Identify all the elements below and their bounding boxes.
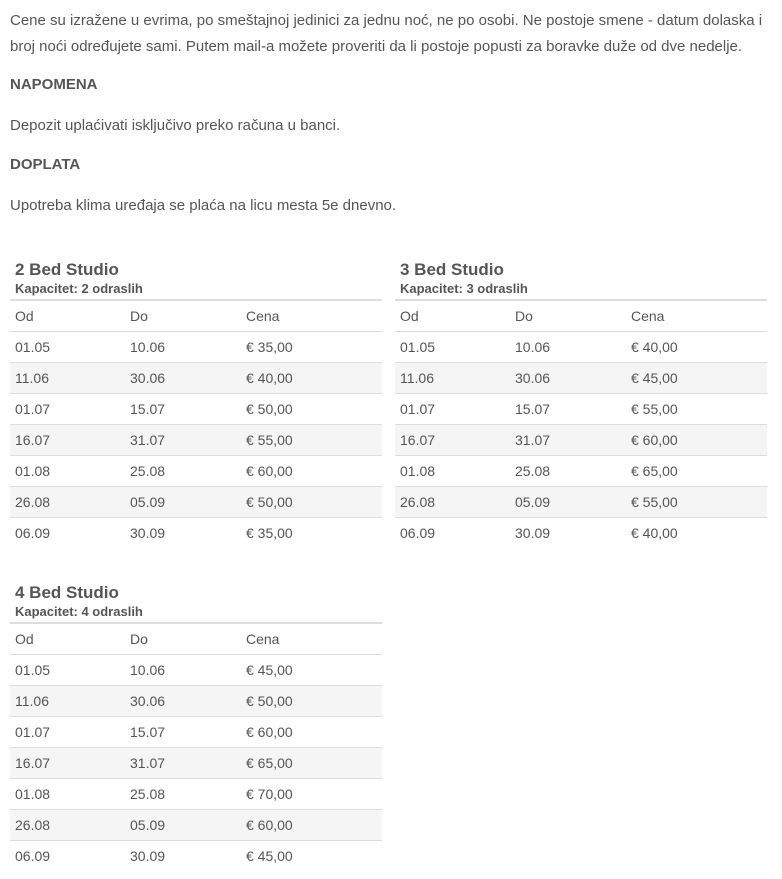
cell-cena: € 50,00	[241, 487, 382, 518]
cell-do: 31.07	[125, 748, 241, 779]
table-header-row	[395, 300, 767, 332]
cell-cena: € 40,00	[626, 332, 767, 363]
col-cena: Cena	[241, 300, 382, 332]
cell-cena: € 45,00	[246, 848, 293, 864]
cell-do: 05.09	[510, 487, 626, 518]
studio-title: 3 Bed Studio	[400, 260, 504, 279]
studio-3-bed	[395, 259, 767, 548]
cell-do: 30.09	[515, 525, 551, 541]
col-cena: Cena	[626, 300, 767, 332]
intro-text: Cene su izražene u evrima, po smeštajnoj jedinici za jednu noć, ne po osobi. Ne postoje smene - datum dolaska i broj noći određujete sami. Putem mail-a možete proveriti da li postoje popusti za boravke duže od dve nedelje.	[10, 12, 763, 55]
col-do: Do	[510, 300, 626, 332]
table-row	[10, 394, 382, 425]
cell-od: 01.05	[395, 332, 510, 363]
table-row	[395, 363, 767, 394]
cell-do: 25.08	[125, 779, 241, 810]
col-od: Od	[395, 300, 510, 332]
table-row	[10, 841, 382, 872]
cell-od: 16.07	[10, 425, 125, 456]
cell-cena: € 60,00	[241, 456, 382, 487]
cell-do: 31.07	[510, 425, 626, 456]
cell-do: 15.07	[125, 717, 241, 748]
table-row	[395, 425, 767, 456]
cell-do: 10.06	[125, 332, 241, 363]
table-row	[395, 456, 767, 487]
cell-od: 11.06	[10, 363, 125, 394]
napomena-heading: NAPOMENA	[10, 76, 98, 93]
cell-od: 11.06	[395, 363, 510, 394]
cell-do: 30.06	[125, 686, 241, 717]
table-row	[10, 518, 382, 549]
table-row	[395, 394, 767, 425]
col-do: Do	[125, 623, 241, 655]
cell-do: 30.09	[130, 525, 166, 541]
col-od: Od	[10, 623, 125, 655]
cell-do: 25.08	[125, 456, 241, 487]
cell-od: 01.08	[395, 456, 510, 487]
cell-cena: € 65,00	[241, 748, 382, 779]
cell-cena: € 45,00	[626, 363, 767, 394]
cell-od: 01.05	[10, 655, 125, 686]
table-row	[10, 363, 382, 394]
cell-do: 10.06	[510, 332, 626, 363]
table-row	[10, 717, 382, 748]
cell-cena: € 55,00	[626, 487, 767, 518]
cell-do: 30.09	[130, 848, 166, 864]
price-table	[395, 299, 767, 548]
studio-4-bed	[10, 582, 382, 871]
cell-od: 26.08	[395, 487, 510, 518]
cell-cena: € 50,00	[241, 394, 382, 425]
cell-cena: € 45,00	[241, 655, 382, 686]
cell-od: 06.09	[15, 525, 51, 541]
cell-od: 01.07	[10, 394, 125, 425]
price-table	[10, 299, 382, 548]
table-row	[10, 487, 382, 518]
cell-od: 01.08	[10, 779, 125, 810]
table-header-row	[10, 623, 382, 655]
doplata-text: Upotreba klima uređaja se plaća na licu mesta 5e dnevno.	[10, 197, 397, 214]
cell-od: 01.05	[10, 332, 125, 363]
table-header-row	[10, 300, 382, 332]
cell-cena: € 55,00	[626, 394, 767, 425]
table-row	[10, 456, 382, 487]
cell-od: 11.06	[10, 686, 125, 717]
table-row	[10, 332, 382, 363]
cell-do: 30.06	[125, 363, 241, 394]
studio-title: 4 Bed Studio	[15, 583, 119, 602]
studio-capacity: Kapacitet: 3 odraslih	[400, 281, 528, 296]
table-row	[10, 686, 382, 717]
cell-do: 10.06	[125, 655, 241, 686]
table-row	[10, 779, 382, 810]
cell-cena: € 60,00	[241, 810, 382, 841]
cell-cena: € 70,00	[241, 779, 382, 810]
price-table	[10, 622, 382, 871]
cell-cena: € 65,00	[626, 456, 767, 487]
table-row	[395, 518, 767, 549]
col-cena: Cena	[241, 623, 382, 655]
table-row	[10, 810, 382, 841]
cell-cena: € 60,00	[241, 717, 382, 748]
cell-cena: € 60,00	[626, 425, 767, 456]
cell-do: 05.09	[125, 810, 241, 841]
col-od: Od	[10, 300, 125, 332]
doplata-heading: DOPLATA	[10, 156, 81, 173]
table-row	[10, 425, 382, 456]
table-row	[10, 655, 382, 686]
cell-od: 26.08	[10, 810, 125, 841]
cell-do: 05.09	[125, 487, 241, 518]
cell-od: 01.07	[395, 394, 510, 425]
cell-od: 01.08	[10, 456, 125, 487]
cell-do: 25.08	[510, 456, 626, 487]
cell-cena: € 35,00	[241, 332, 382, 363]
cell-do: 15.07	[125, 394, 241, 425]
studio-title: 2 Bed Studio	[15, 260, 119, 279]
cell-od: 16.07	[395, 425, 510, 456]
cell-od: 26.08	[10, 487, 125, 518]
cell-cena: € 35,00	[246, 525, 293, 541]
table-row	[395, 487, 767, 518]
cell-od: 06.09	[15, 848, 51, 864]
studio-capacity: Kapacitet: 4 odraslih	[15, 604, 143, 619]
studio-capacity: Kapacitet: 2 odraslih	[15, 281, 143, 296]
cell-cena: € 40,00	[631, 525, 678, 541]
studio-2-bed	[10, 259, 382, 548]
table-row	[10, 748, 382, 779]
cell-od: 01.07	[10, 717, 125, 748]
cell-cena: € 55,00	[241, 425, 382, 456]
cell-do: 15.07	[510, 394, 626, 425]
cell-od: 16.07	[10, 748, 125, 779]
napomena-text: Depozit uplaćivati isključivo preko računa u banci.	[10, 117, 341, 134]
table-row	[395, 332, 767, 363]
col-do: Do	[125, 300, 241, 332]
cell-od: 06.09	[400, 525, 436, 541]
cell-do: 31.07	[125, 425, 241, 456]
cell-cena: € 40,00	[241, 363, 382, 394]
cell-cena: € 50,00	[241, 686, 382, 717]
cell-do: 30.06	[510, 363, 626, 394]
